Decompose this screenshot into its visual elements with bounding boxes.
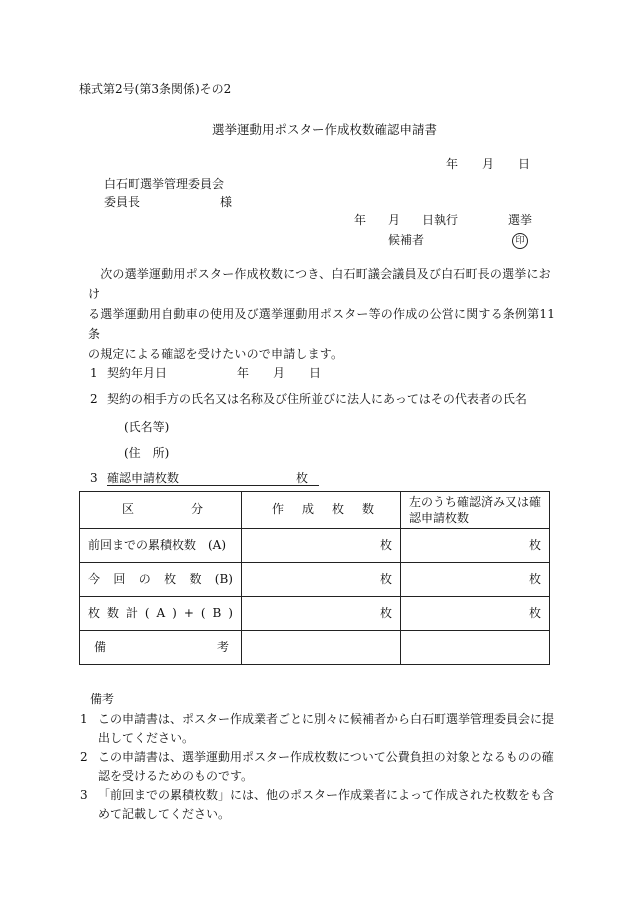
item2-number: 2 [90, 392, 98, 406]
header-produced-count: 作 成 枚 数 [242, 492, 401, 529]
cell-count: 枚 [242, 529, 401, 563]
item3-label: 確認申請枚数 [107, 471, 180, 485]
seal-icon: 印 [512, 233, 528, 249]
notes-section [80, 690, 560, 824]
table-row [80, 631, 550, 665]
item1-label: 契約年月日 [107, 366, 168, 380]
document-title: 選挙運動用ポスター作成枚数確認申請書 [212, 122, 438, 137]
date-month: 月 [482, 157, 495, 171]
cell-count: 枚 [242, 563, 401, 597]
statement-line: る選挙運動用自動車の使用及び選挙運動用ポスター等の作成の公営に関する条例第11条 [88, 307, 556, 341]
form-number: 様式第2号(第3条関係)その2 [79, 82, 232, 96]
election-month: 月 [388, 213, 401, 227]
address-label: (住 所) [124, 446, 170, 460]
candidate-label: 候補者 [388, 233, 425, 247]
table-row [80, 597, 550, 631]
item3-underline [107, 485, 319, 486]
item1-month: 月 [273, 366, 286, 380]
table-header-row [80, 492, 550, 529]
note-item [80, 786, 560, 824]
seal-mark [512, 232, 528, 249]
header-confirmed-count: 左のうち確認済み又は確認申請枚数 [401, 492, 550, 529]
item2-label: 契約の相手方の氏名又は名称及び住所並びに法人にあってはその代表者の氏名 [107, 392, 527, 406]
statement-line: の規定による確認を受けたいので申請します。 [88, 347, 344, 361]
election-executed: 日執行 [422, 213, 459, 227]
addressee-chair: 委員長 [104, 195, 141, 209]
note-text: 「前回までの累積枚数」には、他のポスター作成業者によって作成された枚数をも含めて記載してください。 [98, 788, 555, 821]
name-label: (氏名等) [124, 420, 170, 434]
item3-unit: 枚 [296, 471, 309, 485]
item1-day: 日 [309, 366, 322, 380]
item3-number: 3 [90, 471, 98, 485]
header-category: 区 分 [80, 492, 242, 529]
statement-line: 次の選挙運動用ポスター作成枚数につき、白石町議会議員及び白石町長の選挙におけ [88, 267, 551, 301]
table-row [80, 563, 550, 597]
date-day: 日 [518, 157, 531, 171]
election-year: 年 [354, 213, 367, 227]
note-text: この申請書は、ポスター作成業者ごとに別々に候補者から白石町選挙管理委員会に提出してください。 [98, 712, 555, 745]
poster-count-table [79, 491, 550, 665]
cell-count: 枚 [242, 597, 401, 631]
item1-number: 1 [90, 366, 98, 380]
item1-year: 年 [237, 366, 250, 380]
election-label: 選挙 [508, 213, 533, 227]
addressee-sama: 様 [220, 195, 233, 209]
note-number: 3 [80, 788, 88, 802]
note-item [80, 710, 560, 748]
row-label-total: 枚 数 計 ( A ) + ( B ) [80, 597, 242, 631]
cell-count: 枚 [401, 563, 550, 597]
row-label-current: 今 回 の 枚 数 (B) [80, 563, 242, 597]
application-statement [88, 264, 558, 364]
table-row [80, 529, 550, 563]
cell-count: 枚 [401, 597, 550, 631]
note-number: 1 [80, 712, 88, 726]
note-text: この申請書は、選挙運動用ポスター作成枚数について公費負担の対象となるものの確認を受けるためのものです。 [98, 750, 554, 783]
row-label-remarks: 備 考 [80, 631, 242, 665]
date-year: 年 [446, 157, 459, 171]
remarks-cell [242, 631, 401, 665]
cell-count: 枚 [401, 529, 550, 563]
remarks-cell [401, 631, 550, 665]
note-number: 2 [80, 750, 88, 764]
notes-heading: 備考 [90, 692, 115, 706]
row-label-cumulative: 前回までの累積枚数 (A) [80, 529, 242, 563]
addressee-org: 白石町選挙管理委員会 [104, 177, 225, 191]
note-item [80, 748, 560, 786]
